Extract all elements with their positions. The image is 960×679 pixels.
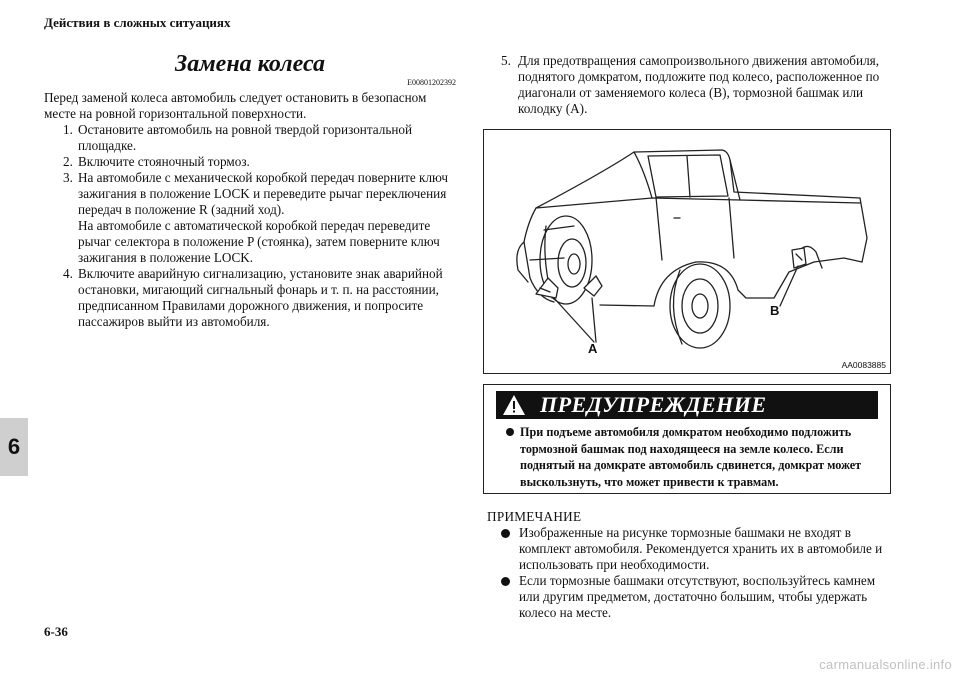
bullet-dot-icon (506, 428, 514, 436)
step-text: На автомобиле с автоматической коробкой передач переведите рычаг селектора в положение P (стоянка), затем поверните ключ зажигания в положение LOCK. (78, 218, 440, 265)
warning-triangle-icon (502, 394, 526, 416)
truck-wheel-chock-illustration (484, 130, 892, 375)
step-number: 1. (63, 122, 73, 137)
left-column (44, 50, 456, 330)
section-code: E00801202392 (407, 78, 456, 87)
page-number: 6-36 (44, 624, 68, 639)
step-item (44, 170, 456, 266)
running-header: Действия в сложных ситуациях (44, 15, 231, 30)
chapter-tab: 6 (0, 418, 28, 476)
step-text: Остановите автомобиль на ровной твердой горизонтальной площадке. (78, 122, 413, 153)
illustration-figure (483, 129, 891, 374)
bullet-dot-icon (501, 529, 510, 538)
note-text: Если тормозные башмаки отсутствуют, воспользуйтесь камнем или другим предметом, достаточно большим, чтобы удержать колесо на месте. (519, 573, 876, 620)
steps-list (44, 122, 456, 330)
note-section (483, 509, 895, 621)
step-text: Для предотвращения самопроизвольного движения автомобиля, поднятого домкратом, подложите под колесо, расположенное по диагонали от заменяемого колеса (B), тормозной башмак или колодку (A). (518, 53, 880, 116)
watermark: carmanualsonline.info (819, 657, 952, 672)
step-text: Включите аварийную сигнализацию, установите знак аварийной остановки, мигающий сигнальный фонарь и т. п. на расстоянии, предписанном Правилами дорожного движения, и попросите пассажиров выйти из автомобиля. (78, 266, 443, 329)
step-number: 4. (63, 266, 73, 281)
step-text: Включите стояночный тормоз. (78, 154, 250, 169)
warning-text: При подъеме автомобиля домкратом необходимо подложить тормозной башмак под находящееся на земле колесо. Если поднятый на домкрате автомобиль сдвинется, домкрат может выскользнуть, что может привести к травмам. (520, 425, 862, 489)
warning-title: ПРЕДУПРЕЖДЕНИЕ (540, 392, 767, 417)
step-number: 2. (63, 154, 73, 169)
step-item (44, 122, 456, 154)
warning-header (496, 391, 878, 419)
step-item (44, 266, 456, 330)
bullet-dot-icon (501, 577, 510, 586)
warning-box (483, 384, 891, 494)
label-a: A (588, 341, 598, 356)
note-item (501, 573, 895, 621)
warning-item (506, 424, 876, 490)
step-item (483, 53, 898, 117)
figure-code: AA0083885 (841, 360, 886, 370)
section-title: Замена колеса (175, 51, 325, 77)
note-item (501, 525, 895, 573)
note-text: Изображенные на рисунке тормозные башмаки не входят в комплект автомобиля. Рекомендуется хранить их в автомобиле и использовать при необходимости. (519, 525, 883, 572)
label-b: B (770, 303, 780, 318)
warning-body (506, 424, 876, 490)
step-number: 3. (63, 170, 73, 185)
step-item (44, 154, 456, 170)
step-number: 5. (501, 53, 511, 68)
note-list (483, 525, 895, 621)
section-intro: Перед заменой колеса автомобиль следует остановить в безопасном месте на ровной горизонтальной поверхности. (44, 90, 427, 121)
note-title: ПРИМЕЧАНИЕ (487, 509, 582, 524)
step-text: На автомобиле с механической коробкой передач поверните ключ зажигания в положение LOCK и переведите рычаг переключения передач в положение R (задний ход). (78, 170, 449, 217)
